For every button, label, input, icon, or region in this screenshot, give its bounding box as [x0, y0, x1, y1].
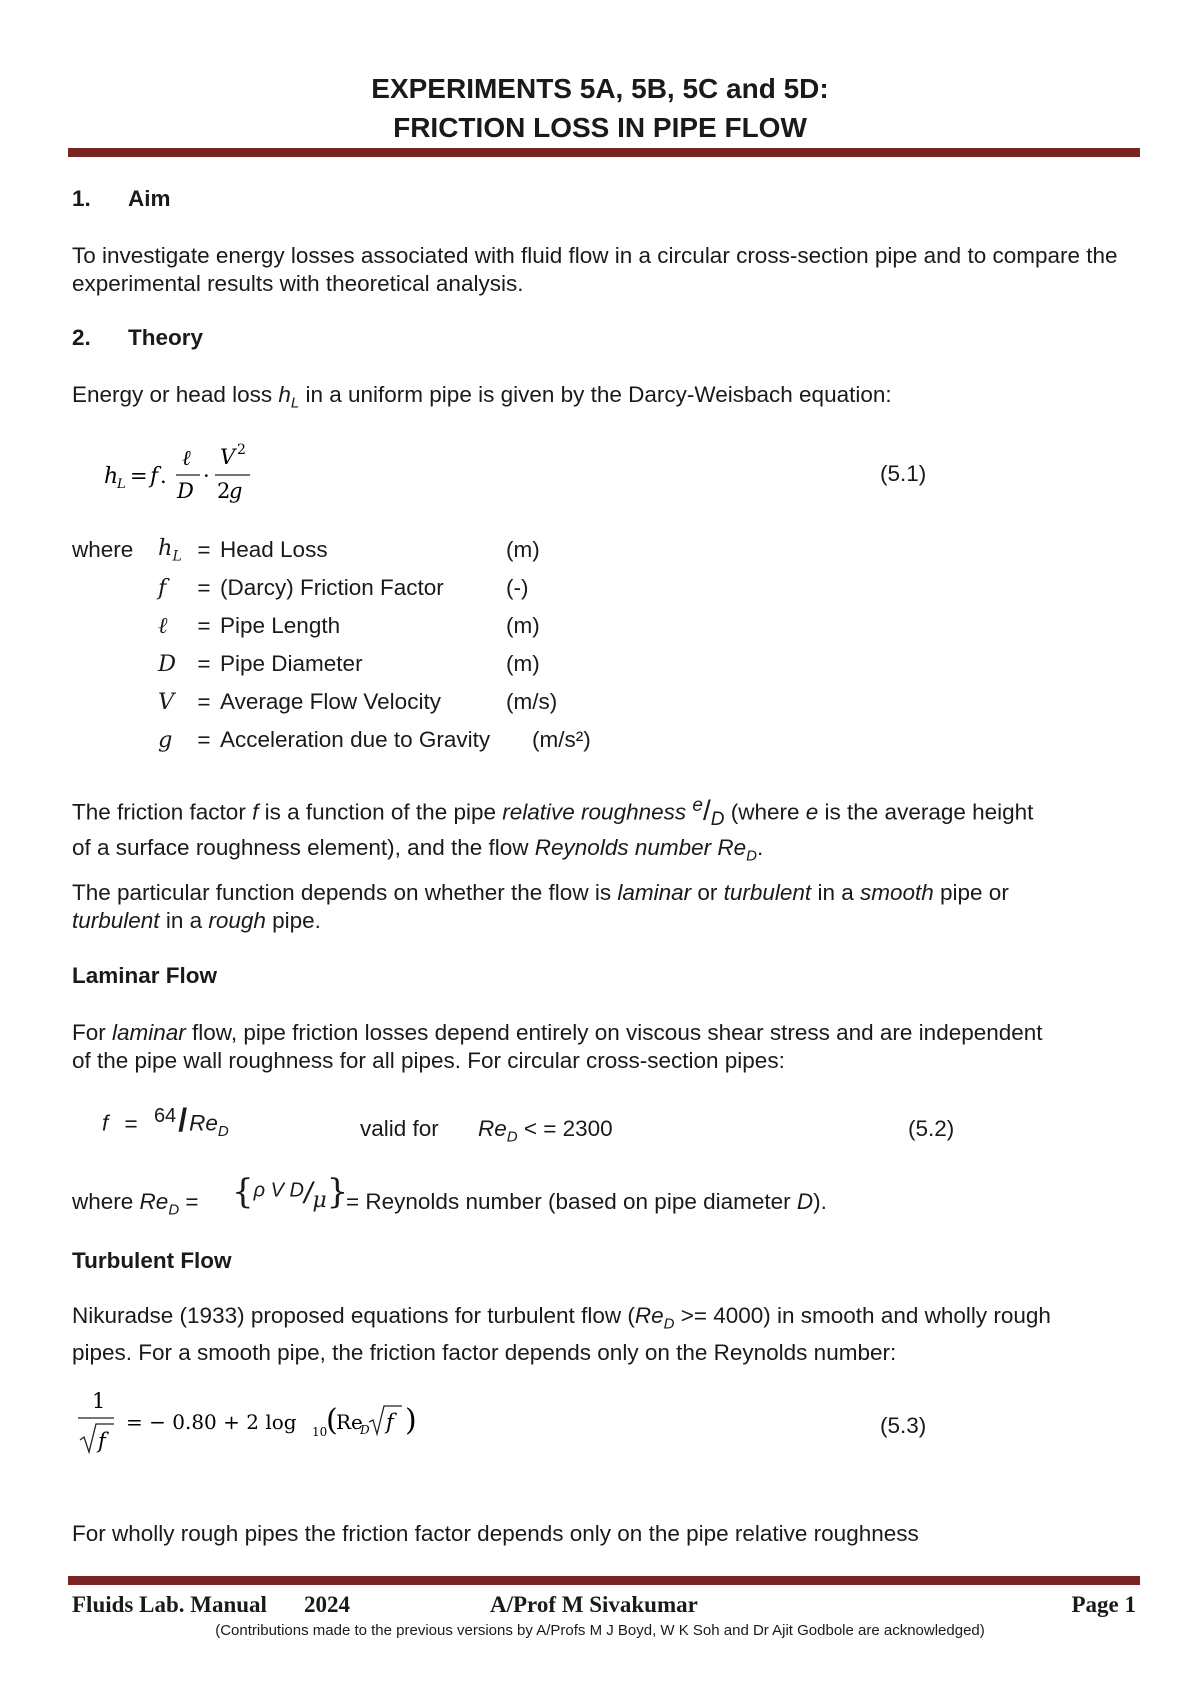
- section-number: 2.: [72, 325, 91, 350]
- svg-text:=: =: [130, 464, 148, 488]
- svg-text:2: 2: [217, 479, 231, 503]
- svg-text:f: f: [150, 464, 159, 489]
- svg-text:): ): [405, 1403, 417, 1438]
- table-row: f = (Darcy) Friction Factor (-): [158, 575, 529, 601]
- footer-manual-name: Fluids Lab. Manual: [72, 1592, 267, 1617]
- footer-author: A/Prof M Sivakumar: [490, 1592, 698, 1617]
- section-title: Theory: [128, 325, 204, 350]
- svg-text:g: g: [229, 479, 243, 503]
- svg-text:f: f: [98, 1429, 106, 1453]
- document-title-line1: EXPERIMENTS 5A, 5B, 5C and 5D:: [371, 73, 829, 104]
- svg-text:D: D: [360, 1423, 370, 1437]
- svg-text:ℓ: ℓ: [182, 446, 191, 470]
- svg-text:V: V: [220, 445, 236, 469]
- svg-text:(: (: [326, 1403, 338, 1438]
- svg-text:·: ·: [203, 464, 210, 488]
- valid-for-text: valid for: [360, 1116, 439, 1141]
- equation-5-3-graphic: [72, 1384, 452, 1460]
- svg-text:h: h: [104, 464, 119, 489]
- table-row: D = Pipe Diameter (m): [158, 651, 540, 677]
- turbulent-flow-heading: Turbulent Flow: [72, 1248, 232, 1273]
- reynolds-description: = Reynolds number (based on pipe diameter D).: [346, 1189, 827, 1214]
- table-row: V = Average Flow Velocity (m/s): [158, 689, 558, 715]
- equation-label-5-1: (5.1): [880, 461, 927, 486]
- title-rule: [68, 148, 1140, 157]
- section-aim-heading: [72, 186, 171, 212]
- svg-text:f: f: [386, 1410, 394, 1434]
- reynolds-expression: $\{^{\rho V D}/_\mu\}$: [232, 1172, 349, 1214]
- turbulent-paragraph: Nikuradse (1933) proposed equations for turbulent flow $(Re_D >= 4000)$ in smooth and wholly rough pipes. For a smooth pipe, the friction factor depends only on the Reynolds number:: [72, 1303, 1051, 1365]
- svg-text:D: D: [177, 479, 194, 503]
- laminar-paragraph: For laminar flow, pipe friction losses depend entirely on viscous shear stress and are independent of the pipe wall roughness for all pipes. For circular cross-section pipes:: [72, 1020, 1043, 1073]
- table-row: ℓ = Pipe Length (m): [158, 613, 540, 639]
- section-theory-heading: [72, 325, 203, 351]
- theory-intro: Energy or head loss $h_L$ in a uniform pipe is given by the Darcy-Weisbach equation:: [72, 382, 892, 412]
- laminar-flow-heading: Laminar Flow: [72, 963, 218, 988]
- friction-factor-paragraph: The friction factor f is a function of the pipe relative roughness $^e/_D$ (where e is the average height of a surface roughness element), and the flow Reynolds number $Re_D$.: [72, 794, 1034, 865]
- variable-definitions-table: [158, 531, 591, 759]
- laminar-condition: $Re_D$ < = 2300: [478, 1116, 613, 1146]
- flow-regime-paragraph: The particular function depends on whether the flow is laminar or turbulent in a smooth pipe or turbulent in a rough pipe.: [72, 880, 1009, 933]
- equation-darcy-weisbach: [102, 440, 272, 511]
- where-label: where: [72, 537, 134, 562]
- equation-5-1-graphic: [102, 440, 272, 506]
- equation-label-5-2: (5.2): [908, 1116, 955, 1141]
- svg-text:2: 2: [237, 442, 246, 458]
- rough-pipe-sentence: For wholly rough pipes the friction factor depends only on the pipe relative roughness: [72, 1521, 919, 1546]
- svg-text:= − 0.80 + 2 log: = − 0.80 + 2 log: [126, 1410, 297, 1434]
- svg-text:Re: Re: [336, 1410, 363, 1434]
- table-row: $h_L$ = Head Loss (m): [158, 535, 540, 565]
- footer-year: 2024: [304, 1592, 350, 1617]
- footer-acknowledgement: (Contributions made to the previous versions by A/Profs M J Boyd, W K Soh and Dr Ajit Godbole are acknowledged): [215, 1622, 985, 1639]
- footer-rule: [68, 1576, 1140, 1585]
- section-number: 1.: [72, 186, 91, 211]
- svg-text:10: 10: [312, 1425, 328, 1439]
- table-row: g = Acceleration due to Gravity (m/s²): [158, 727, 591, 753]
- footer-page-number: Page 1: [1071, 1592, 1136, 1617]
- reynolds-definition: where $Re_D$ =: [72, 1189, 199, 1219]
- equation-laminar-friction: $f = ^{64}/Re_D$: [102, 1101, 229, 1140]
- svg-text:.: .: [160, 464, 167, 488]
- equation-nikuradse-smooth: [72, 1384, 452, 1465]
- aim-paragraph: To investigate energy losses associated with fluid flow in a circular cross-section pipe and to compare the experimental results with theoretical analysis.: [72, 243, 1118, 296]
- svg-text:1: 1: [92, 1389, 106, 1413]
- section-title: Aim: [128, 186, 171, 211]
- document-title-line2: FRICTION LOSS IN PIPE FLOW: [393, 112, 807, 143]
- equation-label-5-3: (5.3): [880, 1413, 927, 1438]
- svg-text:L: L: [117, 477, 126, 492]
